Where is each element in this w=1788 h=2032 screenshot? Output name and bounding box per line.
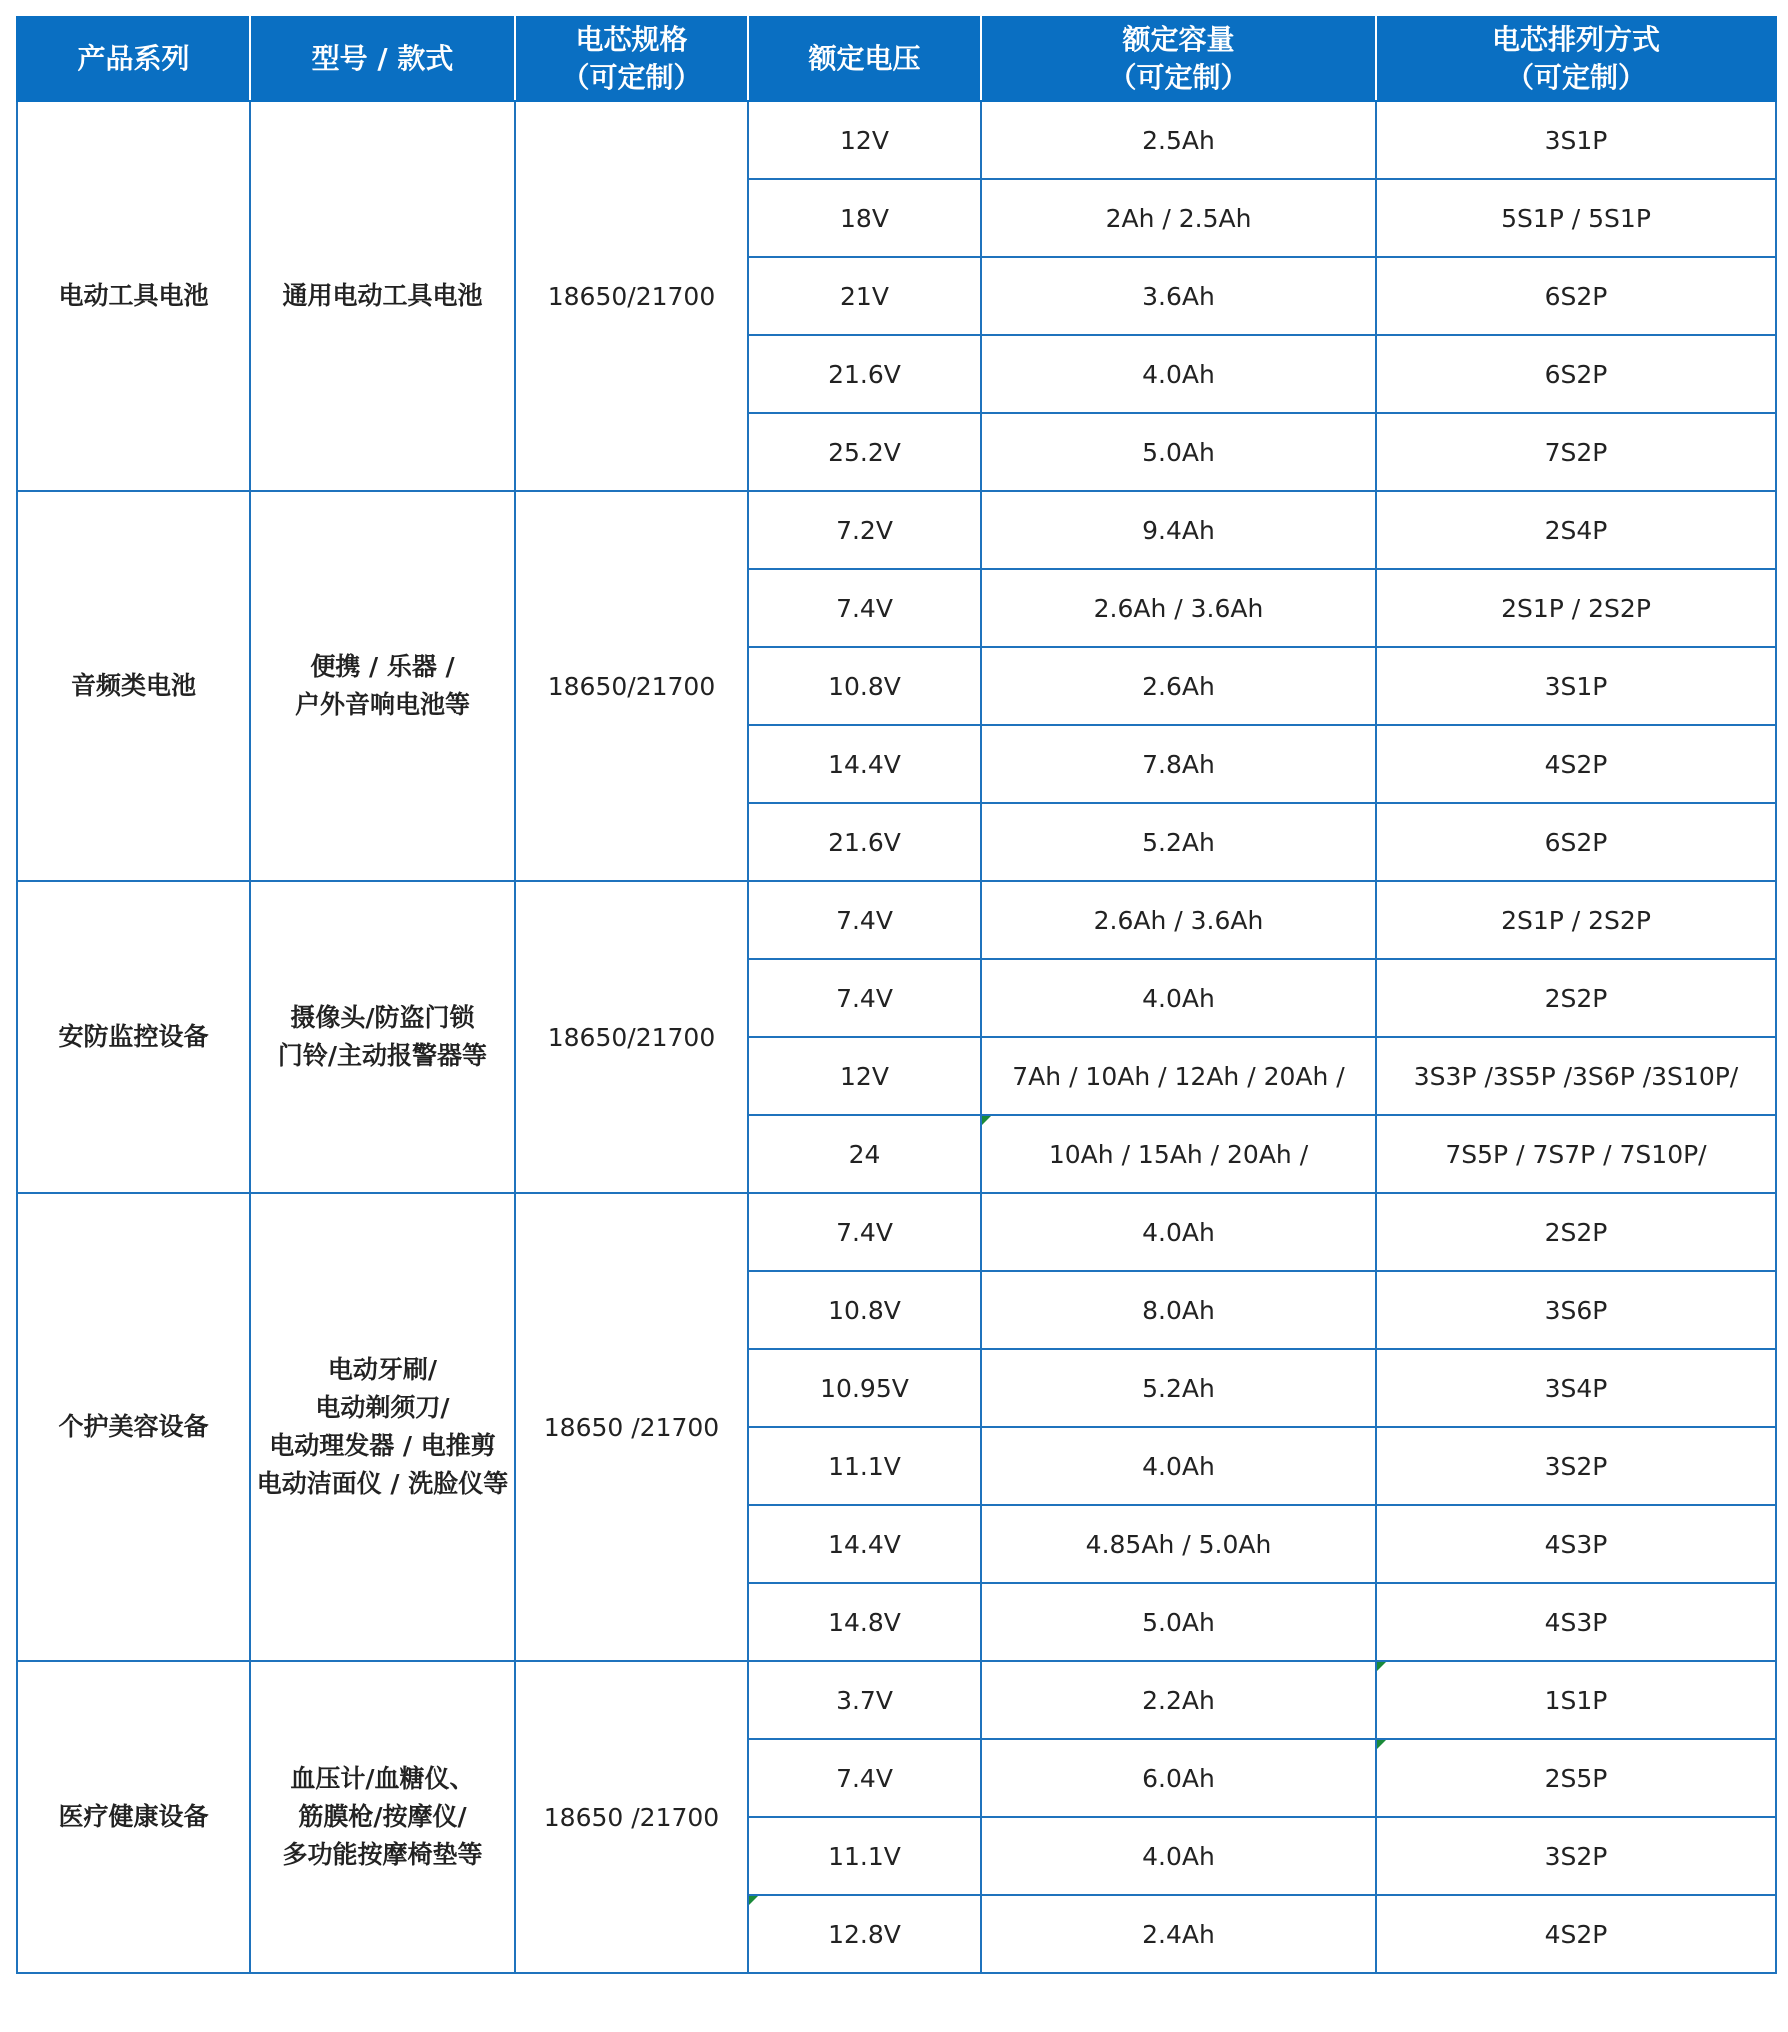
cell-comment-marker-icon <box>749 1896 758 1905</box>
arrangement-cell-text: 3S2P <box>1544 1841 1608 1871</box>
voltage-cell <box>748 725 981 803</box>
model-line: 户外音响电池等 <box>294 690 470 719</box>
capacity-cell <box>981 725 1376 803</box>
cell-spec-cell: 18650/21700 <box>515 101 748 491</box>
voltage-cell <box>748 1037 981 1115</box>
table-body <box>17 101 1776 1973</box>
spec-table-container <box>16 16 1775 1974</box>
voltage-cell <box>748 257 981 335</box>
voltage-cell <box>748 569 981 647</box>
voltage-cell-text: 3.7V <box>836 1685 893 1715</box>
voltage-cell <box>748 1583 981 1661</box>
arrangement-cell-text: 2S1P / 2S2P <box>1501 593 1651 623</box>
header-text: （可定制） <box>1505 61 1646 94</box>
arrangement-cell-text: 2S2P <box>1544 983 1608 1013</box>
voltage-cell-text: 11.1V <box>828 1841 901 1871</box>
voltage-cell-text: 12.8V <box>828 1919 901 1949</box>
voltage-cell <box>748 1427 981 1505</box>
capacity-cell <box>981 1895 1376 1973</box>
voltage-cell-text: 24 <box>848 1139 881 1169</box>
capacity-cell <box>981 1037 1376 1115</box>
voltage-cell-text: 14.4V <box>828 1529 901 1559</box>
capacity-cell <box>981 1739 1376 1817</box>
header-product-series <box>17 17 250 101</box>
voltage-cell-text: 21.6V <box>828 827 901 857</box>
voltage-cell <box>748 101 981 179</box>
arrangement-cell <box>1376 569 1776 647</box>
voltage-cell-text: 14.8V <box>828 1607 901 1637</box>
arrangement-cell-text: 3S6P <box>1544 1295 1608 1325</box>
voltage-cell-text: 10.95V <box>820 1373 909 1403</box>
battery-spec-table <box>16 16 1777 1974</box>
voltage-cell <box>748 335 981 413</box>
model-line: 通用电动工具电池 <box>282 281 483 310</box>
capacity-cell-text: 4.0Ah <box>1142 1841 1215 1871</box>
capacity-cell-text: 5.0Ah <box>1142 1607 1215 1637</box>
arrangement-cell-text: 2S4P <box>1544 515 1608 545</box>
voltage-cell-text: 14.4V <box>828 749 901 779</box>
arrangement-cell <box>1376 1661 1776 1739</box>
capacity-cell-text: 6.0Ah <box>1142 1763 1215 1793</box>
model-line: 电动理发器 / 电推剪 <box>269 1431 496 1460</box>
arrangement-cell <box>1376 335 1776 413</box>
capacity-cell-text: 4.0Ah <box>1142 1451 1215 1481</box>
voltage-cell-text: 10.8V <box>828 1295 901 1325</box>
capacity-cell-text: 2.2Ah <box>1142 1685 1215 1715</box>
capacity-cell <box>981 1505 1376 1583</box>
product-series-cell: 电动工具电池 <box>17 101 250 491</box>
cell-comment-marker-icon <box>982 1116 991 1125</box>
capacity-cell-text: 5.0Ah <box>1142 437 1215 467</box>
capacity-cell-text: 7Ah / 10Ah / 12Ah / 20Ah / <box>1012 1061 1345 1091</box>
capacity-cell-text: 8.0Ah <box>1142 1295 1215 1325</box>
arrangement-cell-text: 3S4P <box>1544 1373 1608 1403</box>
voltage-cell-text: 7.4V <box>836 905 893 935</box>
voltage-cell <box>748 959 981 1037</box>
capacity-cell-text: 7.8Ah <box>1142 749 1215 779</box>
model-cell <box>250 1193 515 1661</box>
capacity-cell-text: 2.4Ah <box>1142 1919 1215 1949</box>
capacity-cell-text: 2.6Ah <box>1142 671 1215 701</box>
capacity-cell <box>981 1427 1376 1505</box>
header-cell-arrangement <box>1376 17 1776 101</box>
arrangement-cell-text: 1S1P <box>1544 1685 1608 1715</box>
model-cell <box>250 1661 515 1973</box>
cell-spec-cell: 18650 /21700 <box>515 1193 748 1661</box>
model-line: 电动洁面仪 / 洗脸仪等 <box>256 1469 509 1498</box>
product-series-cell: 个护美容设备 <box>17 1193 250 1661</box>
arrangement-cell <box>1376 647 1776 725</box>
voltage-cell-text: 18V <box>840 203 889 233</box>
arrangement-cell-text: 4S3P <box>1544 1529 1608 1559</box>
header-rated-capacity <box>981 17 1376 101</box>
arrangement-cell <box>1376 1505 1776 1583</box>
header-text: 型号 / 款式 <box>311 42 454 75</box>
model-line: 电动牙刷/ <box>327 1355 438 1384</box>
arrangement-cell-text: 2S1P / 2S2P <box>1501 905 1651 935</box>
capacity-cell <box>981 1271 1376 1349</box>
capacity-cell-text: 5.2Ah <box>1142 827 1215 857</box>
product-series-cell: 安防监控设备 <box>17 881 250 1193</box>
header-model <box>250 17 515 101</box>
arrangement-cell <box>1376 1739 1776 1817</box>
table-header <box>17 17 1776 101</box>
arrangement-cell <box>1376 1895 1776 1973</box>
arrangement-cell <box>1376 1271 1776 1349</box>
capacity-cell <box>981 1661 1376 1739</box>
capacity-cell-text: 2.6Ah / 3.6Ah <box>1093 593 1264 623</box>
product-series-cell: 医疗健康设备 <box>17 1661 250 1973</box>
capacity-cell-text: 4.0Ah <box>1142 983 1215 1013</box>
arrangement-cell-text: 2S2P <box>1544 1217 1608 1247</box>
table-row <box>17 101 1776 179</box>
arrangement-cell-text: 6S2P <box>1544 359 1608 389</box>
capacity-cell <box>981 491 1376 569</box>
header-rated-voltage <box>748 17 981 101</box>
capacity-cell <box>981 881 1376 959</box>
capacity-cell <box>981 101 1376 179</box>
arrangement-cell <box>1376 491 1776 569</box>
header-text: （可定制） <box>1108 61 1249 94</box>
arrangement-cell <box>1376 1427 1776 1505</box>
voltage-cell <box>748 1193 981 1271</box>
model-line: 筋膜枪/按摩仪/ <box>298 1802 467 1831</box>
capacity-cell-text: 4.0Ah <box>1142 359 1215 389</box>
capacity-cell <box>981 959 1376 1037</box>
capacity-cell <box>981 1583 1376 1661</box>
table-row <box>17 1193 1776 1271</box>
arrangement-cell <box>1376 1817 1776 1895</box>
voltage-cell <box>748 881 981 959</box>
cell-spec-cell: 18650/21700 <box>515 491 748 881</box>
voltage-cell-text: 25.2V <box>828 437 901 467</box>
voltage-cell <box>748 1115 981 1193</box>
arrangement-cell-text: 5S1P / 5S1P <box>1501 203 1651 233</box>
arrangement-cell-text: 4S2P <box>1544 1919 1608 1949</box>
cell-comment-marker-icon <box>1377 1662 1386 1671</box>
model-line: 多功能按摩椅垫等 <box>282 1840 483 1869</box>
voltage-cell <box>748 647 981 725</box>
voltage-cell-text: 7.4V <box>836 1217 893 1247</box>
arrangement-cell-text: 7S2P <box>1544 437 1608 467</box>
cell-spec-cell: 18650/21700 <box>515 881 748 1193</box>
capacity-cell-text: 2.5Ah <box>1142 125 1215 155</box>
capacity-cell <box>981 1817 1376 1895</box>
arrangement-cell-text: 6S2P <box>1544 281 1608 311</box>
model-cell <box>250 881 515 1193</box>
arrangement-cell <box>1376 101 1776 179</box>
capacity-cell <box>981 803 1376 881</box>
product-series-cell: 音频类电池 <box>17 491 250 881</box>
header-text: （可定制） <box>561 61 702 94</box>
arrangement-cell <box>1376 1583 1776 1661</box>
header-row <box>17 17 1776 101</box>
arrangement-cell-text: 4S2P <box>1544 749 1608 779</box>
voltage-cell-text: 7.4V <box>836 1763 893 1793</box>
capacity-cell <box>981 1193 1376 1271</box>
model-line: 便携 / 乐器 / <box>310 652 455 681</box>
model-cell <box>250 101 515 491</box>
header-text: 电芯排列方式 <box>1491 23 1660 56</box>
arrangement-cell-text: 2S5P <box>1544 1763 1608 1793</box>
header-cell-spec <box>515 17 748 101</box>
table-row <box>17 1661 1776 1739</box>
model-line: 电动剃须刀/ <box>315 1393 450 1422</box>
voltage-cell-text: 7.4V <box>836 983 893 1013</box>
arrangement-cell-text: 6S2P <box>1544 827 1608 857</box>
arrangement-cell-text: 3S1P <box>1544 125 1608 155</box>
voltage-cell-text: 12V <box>840 1061 889 1091</box>
header-text: 额定电压 <box>808 42 921 75</box>
voltage-cell-text: 7.4V <box>836 593 893 623</box>
capacity-cell-text: 10Ah / 15Ah / 20Ah / <box>1048 1139 1309 1169</box>
capacity-cell <box>981 413 1376 491</box>
header-text: 产品系列 <box>77 42 190 75</box>
voltage-cell <box>748 1739 981 1817</box>
cell-comment-marker-icon <box>1377 1740 1386 1749</box>
voltage-cell <box>748 1349 981 1427</box>
header-text: 电芯规格 <box>575 23 688 56</box>
arrangement-cell-text: 4S3P <box>1544 1607 1608 1637</box>
voltage-cell-text: 21.6V <box>828 359 901 389</box>
voltage-cell-text: 21V <box>840 281 889 311</box>
capacity-cell <box>981 1349 1376 1427</box>
capacity-cell <box>981 257 1376 335</box>
voltage-cell-text: 11.1V <box>828 1451 901 1481</box>
capacity-cell-text: 3.6Ah <box>1142 281 1215 311</box>
arrangement-cell <box>1376 257 1776 335</box>
voltage-cell <box>748 413 981 491</box>
voltage-cell <box>748 179 981 257</box>
model-cell <box>250 491 515 881</box>
arrangement-cell <box>1376 413 1776 491</box>
table-row <box>17 881 1776 959</box>
model-line: 血压计/血糖仪、 <box>290 1764 475 1793</box>
voltage-cell <box>748 1271 981 1349</box>
capacity-cell-text: 4.85Ah / 5.0Ah <box>1085 1529 1272 1559</box>
arrangement-cell-text: 3S1P <box>1544 671 1608 701</box>
capacity-cell-text: 2.6Ah / 3.6Ah <box>1093 905 1264 935</box>
arrangement-cell <box>1376 959 1776 1037</box>
arrangement-cell <box>1376 1349 1776 1427</box>
voltage-cell-text: 12V <box>840 125 889 155</box>
arrangement-cell-text: 7S5P / 7S7P / 7S10P/ <box>1445 1139 1707 1169</box>
model-line: 门铃/主动报警器等 <box>277 1041 488 1070</box>
arrangement-cell <box>1376 725 1776 803</box>
arrangement-cell <box>1376 881 1776 959</box>
arrangement-cell <box>1376 803 1776 881</box>
arrangement-cell <box>1376 179 1776 257</box>
voltage-cell <box>748 1895 981 1973</box>
voltage-cell <box>748 491 981 569</box>
capacity-cell-text: 4.0Ah <box>1142 1217 1215 1247</box>
capacity-cell <box>981 335 1376 413</box>
header-text: 额定容量 <box>1122 23 1235 56</box>
voltage-cell <box>748 1817 981 1895</box>
arrangement-cell <box>1376 1115 1776 1193</box>
capacity-cell <box>981 647 1376 725</box>
capacity-cell-text: 2Ah / 2.5Ah <box>1105 203 1252 233</box>
model-line: 摄像头/防盗门锁 <box>290 1003 475 1032</box>
capacity-cell-text: 9.4Ah <box>1142 515 1215 545</box>
arrangement-cell-text: 3S2P <box>1544 1451 1608 1481</box>
voltage-cell <box>748 1505 981 1583</box>
arrangement-cell <box>1376 1193 1776 1271</box>
capacity-cell <box>981 179 1376 257</box>
capacity-cell-text: 5.2Ah <box>1142 1373 1215 1403</box>
cell-spec-cell: 18650 /21700 <box>515 1661 748 1973</box>
voltage-cell <box>748 803 981 881</box>
voltage-cell-text: 7.2V <box>836 515 893 545</box>
voltage-cell <box>748 1661 981 1739</box>
voltage-cell-text: 10.8V <box>828 671 901 701</box>
capacity-cell <box>981 569 1376 647</box>
arrangement-cell <box>1376 1037 1776 1115</box>
capacity-cell <box>981 1115 1376 1193</box>
table-row <box>17 491 1776 569</box>
arrangement-cell-text: 3S3P /3S5P /3S6P /3S10P/ <box>1413 1061 1739 1091</box>
